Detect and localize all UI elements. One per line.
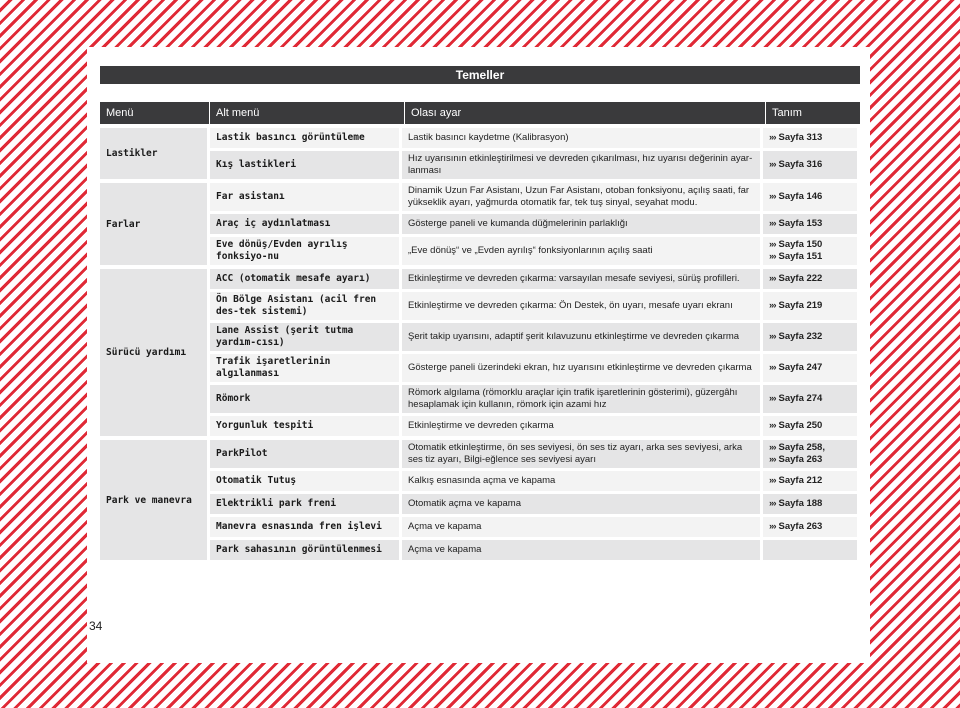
header-definition: Tanım: [772, 107, 802, 119]
triple-chevron-icon: ›››: [769, 420, 776, 431]
table-header: [100, 102, 860, 124]
possible-setting: Etkinleştirme ve devreden çıkarma: [402, 416, 763, 436]
table-body: [100, 124, 860, 560]
submenu-name: Lane Assist (şerit tutma yardım-cısı): [210, 323, 402, 351]
page-reference[interactable]: [769, 454, 822, 466]
possible-setting: Şerit takip uyarısını, adaptif şerit kılavuzunu etkinleştirme ve devreden çıkarma: [402, 323, 763, 351]
page-reference-cell: [763, 494, 857, 514]
submenu-name: Römork: [210, 385, 402, 413]
page-reference-text: Sayfa 263: [778, 521, 823, 532]
table-row: [210, 471, 860, 494]
menu-name: Park ve manevra: [100, 440, 210, 560]
possible-setting: Dinamik Uzun Far Asistanı, Uzun Far Asistanı, otoban fonksiyonu, açılış saati, far yükseklik ayarı, yağmurda otomatik far, tek tuş sinyal, seyahat modu.: [402, 183, 763, 211]
submenu-name: Ön Bölge Asistanı (acil fren des-tek sistemi): [210, 292, 402, 320]
table-row: [210, 183, 860, 214]
triple-chevron-icon: ›››: [769, 475, 776, 486]
page-reference[interactable]: [769, 442, 825, 454]
page-reference-cell: [763, 128, 857, 148]
table-row: [210, 540, 860, 560]
submenu-name: Elektrikli park freni: [210, 494, 402, 514]
possible-setting: Etkinleştirme ve devreden çıkarma: Ön Destek, ön uyarı, mesafe uyarı ekranı: [402, 292, 763, 320]
triple-chevron-icon: ›››: [769, 191, 776, 202]
table-row: [210, 354, 860, 385]
submenu-name: Far asistanı: [210, 183, 402, 211]
page-reference-text: Sayfa 250: [778, 420, 823, 431]
manual-page: [87, 47, 870, 663]
table-row: [210, 292, 860, 323]
page-reference-cell: [763, 237, 857, 265]
possible-setting: Açma ve kapama: [402, 540, 763, 560]
page-reference[interactable]: [769, 273, 822, 285]
page-reference-cell: [763, 471, 857, 491]
page-reference-text: Sayfa 316: [778, 159, 823, 170]
page-reference-text: Sayfa 258,: [778, 442, 825, 453]
table-row: [210, 214, 860, 237]
possible-setting: Otomatik etkinleştirme, ön ses seviyesi, ön ses tiz ayarı, arka ses seviyesi, arka ses tiz ayarı, Bilgi-eğlence ses seviyesi ayarı: [402, 440, 763, 468]
menu-group: [100, 436, 860, 560]
table-row: [210, 416, 860, 436]
submenu-name: Trafik işaretlerinin algılanması: [210, 354, 402, 382]
page-reference[interactable]: [769, 393, 822, 405]
page-title: Temeller: [100, 66, 860, 84]
page-reference-text: Sayfa 274: [778, 393, 823, 404]
possible-setting: „Eve dönüş“ ve „Evden ayrılış“ fonksiyonlarının açılış saati: [402, 237, 763, 265]
possible-setting: Gösterge paneli üzerindeki ekran, hız uyarısını etkinleştirme ve devreden çıkarma: [402, 354, 763, 382]
table-row: [210, 323, 860, 354]
triple-chevron-icon: ›››: [769, 218, 776, 229]
possible-setting: Lastik basıncı kaydetme (Kalibrasyon): [402, 128, 763, 148]
table-row: [210, 269, 860, 292]
submenu-name: Manevra esnasında fren işlevi: [210, 517, 402, 537]
menu-group: [100, 124, 860, 179]
submenu-rows: [210, 128, 860, 179]
page-reference[interactable]: [769, 300, 822, 312]
page-reference[interactable]: [769, 331, 822, 343]
menu-group: [100, 265, 860, 436]
submenu-name: Araç iç aydınlatması: [210, 214, 402, 234]
page-reference-text: Sayfa 219: [778, 300, 823, 311]
table-row: [210, 151, 860, 179]
page-reference-text: Sayfa 146: [778, 191, 823, 202]
page-reference-text: Sayfa 222: [778, 273, 823, 284]
page-reference-cell: [763, 323, 857, 351]
submenu-rows: [210, 183, 860, 265]
page-reference-text: Sayfa 153: [778, 218, 823, 229]
possible-setting: Gösterge paneli ve kumanda düğmelerinin parlaklığı: [402, 214, 763, 234]
page-reference-text: Sayfa 188: [778, 498, 823, 509]
triple-chevron-icon: ›››: [769, 331, 776, 342]
settings-table: [100, 102, 860, 560]
triple-chevron-icon: ›››: [769, 251, 776, 262]
header-submenu: Alt menü: [210, 102, 405, 124]
submenu-name: Park sahasının görüntülenmesi: [210, 540, 402, 560]
page-reference[interactable]: [769, 420, 822, 432]
triple-chevron-icon: ›››: [769, 521, 776, 532]
triple-chevron-icon: ›››: [769, 454, 776, 465]
menu-group: [100, 179, 860, 265]
table-row: [210, 494, 860, 517]
page-reference-text: Sayfa 150: [778, 239, 823, 250]
triple-chevron-icon: ›››: [769, 498, 776, 509]
page-reference-cell: [763, 440, 857, 468]
possible-setting: Hız uyarısının etkinleştirilmesi ve devreden çıkarılması, hız uyarısı değerinin ayar-lanması: [402, 151, 763, 179]
triple-chevron-icon: ›››: [769, 362, 776, 373]
submenu-name: Otomatik Tutuş: [210, 471, 402, 491]
table-row: [210, 128, 860, 151]
page-reference-cell: [763, 354, 857, 382]
page-reference[interactable]: [769, 475, 822, 487]
page-reference[interactable]: [769, 498, 822, 510]
triple-chevron-icon: ›››: [769, 239, 776, 250]
submenu-name: Eve dönüş/Evden ayrılış fonksiyo-nu: [210, 237, 402, 265]
possible-setting: Otomatik açma ve kapama: [402, 494, 763, 514]
possible-setting: Açma ve kapama: [402, 517, 763, 537]
submenu-name: Kış lastikleri: [210, 151, 402, 179]
page-reference[interactable]: [769, 239, 822, 251]
submenu-name: Lastik basıncı görüntüleme: [210, 128, 402, 148]
triple-chevron-icon: ›››: [769, 442, 776, 453]
page-number: 34: [87, 617, 111, 635]
page-reference-text: Sayfa 212: [778, 475, 823, 486]
possible-setting: Etkinleştirme ve devreden çıkarma: varsayılan mesafe seviyesi, sürüş profilleri.: [402, 269, 763, 289]
page-reference-cell: [763, 183, 857, 211]
submenu-rows: [210, 440, 860, 560]
page-reference-cell: [763, 416, 857, 436]
triple-chevron-icon: ›››: [769, 132, 776, 143]
table-row: [210, 237, 860, 265]
triple-chevron-icon: ›››: [769, 273, 776, 284]
table-row: [210, 385, 860, 416]
page-reference[interactable]: [769, 191, 822, 203]
submenu-name: Yorgunluk tespiti: [210, 416, 402, 436]
table-row: [210, 517, 860, 540]
page-reference[interactable]: [769, 362, 822, 374]
page-reference[interactable]: [769, 218, 822, 230]
possible-setting: Kalkış esnasında açma ve kapama: [402, 471, 763, 491]
page-reference-text: Sayfa 263: [778, 454, 823, 465]
triple-chevron-icon: ›››: [769, 159, 776, 170]
possible-setting: Römork algılama (römorklu araçlar için trafik işaretlerinin gösterimi), güzergâhı hesaplamak için kullanın, römork için azami hız: [402, 385, 763, 413]
page-reference-text: Sayfa 232: [778, 331, 823, 342]
page-reference-cell: [763, 151, 857, 179]
page-reference-cell: [763, 292, 857, 320]
header-setting: Olası ayar: [405, 102, 766, 124]
page-reference[interactable]: [769, 521, 822, 533]
page-reference[interactable]: [769, 159, 822, 171]
page-reference-cell: [763, 385, 857, 413]
table-row: [210, 440, 860, 471]
page-reference-cell: [763, 214, 857, 234]
submenu-name: ParkPilot: [210, 440, 402, 468]
page-reference[interactable]: [769, 251, 822, 263]
page-reference[interactable]: [769, 132, 822, 144]
page-reference-cell: [763, 517, 857, 537]
menu-name: Sürücü yardımı: [100, 269, 210, 436]
page-reference-cell: [763, 540, 857, 560]
page-reference-text: Sayfa 313: [778, 132, 823, 143]
menu-name: Lastikler: [100, 128, 210, 179]
header-menu: Menü: [100, 102, 210, 124]
triple-chevron-icon: ›››: [769, 393, 776, 404]
page-reference-text: Sayfa 151: [778, 251, 823, 262]
page-reference-text: Sayfa 247: [778, 362, 823, 373]
submenu-rows: [210, 269, 860, 436]
submenu-name: ACC (otomatik mesafe ayarı): [210, 269, 402, 289]
triple-chevron-icon: ›››: [769, 300, 776, 311]
page-reference-cell: [763, 269, 857, 289]
menu-name: Farlar: [100, 183, 210, 265]
